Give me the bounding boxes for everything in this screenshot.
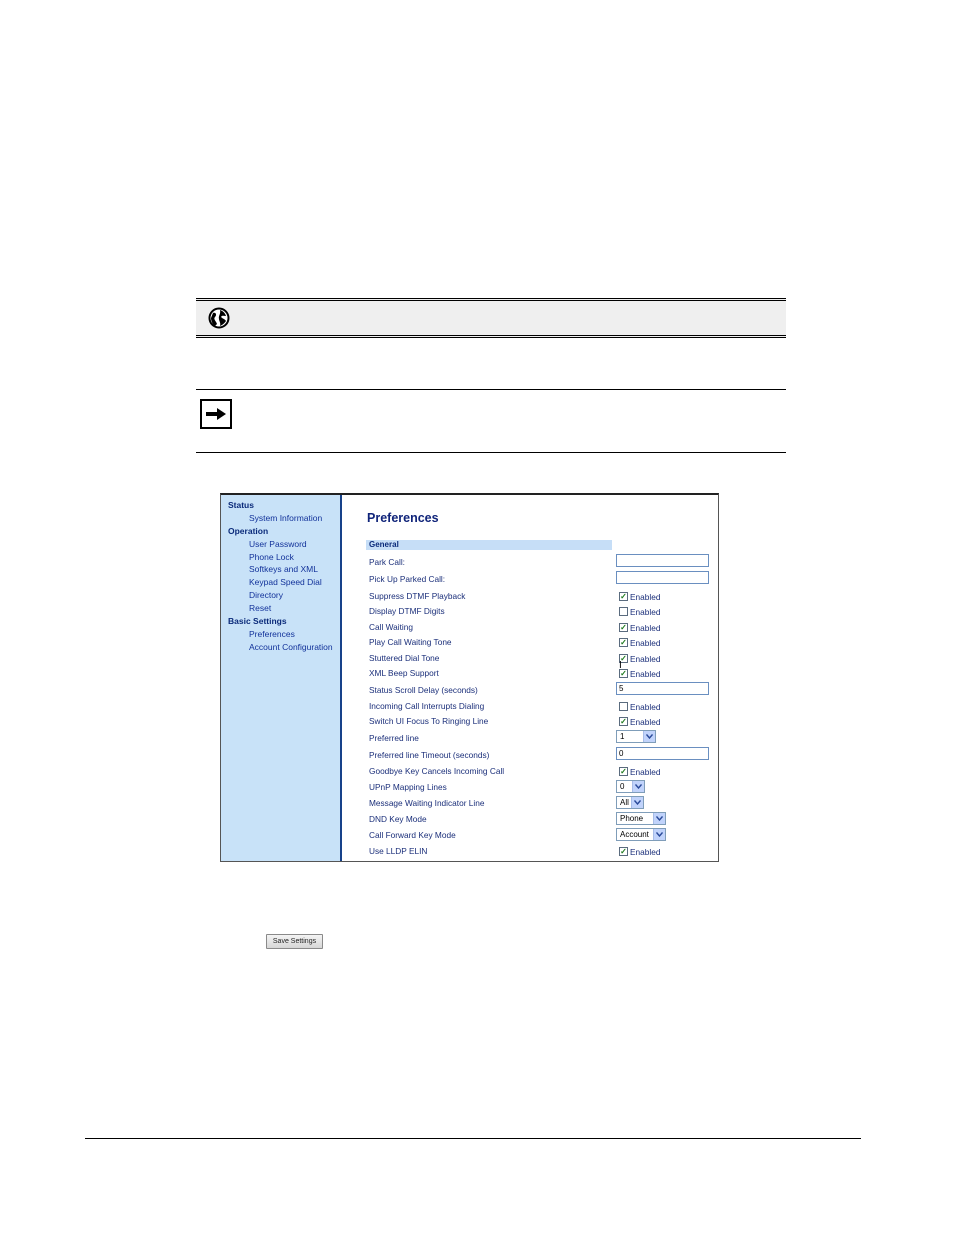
call-waiting-enabled-label: Enabled: [630, 623, 661, 633]
mwi-line-value: All: [620, 798, 629, 807]
switch-ui-focus-checkbox[interactable]: ✓: [620, 717, 627, 726]
upnp-mapping-select[interactable]: [616, 780, 645, 793]
row-label-preferred-line-timeout: Preferred line Timeout (seconds): [369, 750, 490, 760]
save-settings-button[interactable]: Save Settings: [266, 934, 323, 949]
suppress-dtmf-checkbox[interactable]: ✓: [620, 592, 627, 601]
sidebar-item-preferences[interactable]: Preferences: [249, 629, 295, 639]
sidebar-nav: [221, 495, 342, 861]
upnp-mapping-value: 0: [620, 782, 625, 791]
row-label-call-waiting: Call Waiting: [369, 622, 413, 632]
arrow-right-icon: [200, 399, 232, 429]
chevron-down-icon[interactable]: [631, 797, 643, 808]
page-title: Preferences: [367, 511, 439, 525]
xml-beep-support-checkbox[interactable]: ✓: [620, 669, 627, 678]
park-call-input[interactable]: [616, 554, 709, 567]
dnd-key-mode-value: Phone: [620, 814, 644, 823]
row-label-upnp-mapping: UPnP Mapping Lines: [369, 782, 447, 792]
mwi-line-select[interactable]: [616, 796, 644, 809]
row-label-preferred-line: Preferred line: [369, 733, 419, 743]
web-ui-screenshot: [220, 493, 719, 862]
row-label-goodbye-key: Goodbye Key Cancels Incoming Call: [369, 766, 505, 776]
chevron-down-icon[interactable]: [653, 829, 665, 840]
preferred-line-value: 1: [620, 732, 625, 741]
sidebar-section-basic-settings[interactable]: Basic Settings: [228, 616, 287, 626]
footer-rule: [85, 1138, 861, 1139]
sidebar-item-directory[interactable]: Directory: [249, 590, 284, 600]
sidebar-item-softkeys-xml[interactable]: Softkeys and XML: [249, 564, 318, 574]
row-label-dnd-key-mode: DND Key Mode: [369, 814, 427, 824]
section-header-general: General: [369, 540, 399, 549]
row-label-status-scroll-delay: Status Scroll Delay (seconds): [369, 685, 478, 695]
pick-up-parked-call-input[interactable]: [616, 571, 709, 584]
note-rule-top: [196, 389, 786, 390]
row-label-use-lldp-elin: Use LLDP ELIN: [369, 846, 428, 856]
row-label-suppress-dtmf: Suppress DTMF Playback: [369, 591, 466, 601]
row-label-stuttered-dial-tone: Stuttered Dial Tone: [369, 653, 440, 663]
preferences-panel: [344, 495, 718, 861]
chevron-down-icon[interactable]: [653, 813, 665, 824]
sidebar-section-status[interactable]: Status: [228, 500, 254, 510]
sidebar-item-account-configuration[interactable]: Account Configuration: [249, 642, 333, 652]
display-dtmf-checkbox[interactable]: [619, 607, 628, 616]
use-lldp-elin-enabled-label: Enabled: [630, 847, 661, 857]
goodbye-key-enabled-label: Enabled: [630, 767, 661, 777]
preferred-line-select[interactable]: [616, 730, 656, 743]
web-ui-callout: [196, 298, 786, 338]
use-lldp-elin-checkbox[interactable]: ✓: [620, 847, 627, 856]
goodbye-key-checkbox[interactable]: ✓: [620, 767, 627, 776]
sidebar-item-system-information[interactable]: System Information: [249, 513, 323, 523]
xml-beep-support-enabled-label: Enabled: [630, 669, 661, 679]
display-dtmf-enabled-label: Enabled: [630, 607, 661, 617]
dnd-key-mode-select[interactable]: [616, 812, 666, 825]
row-label-call-forward-key-mode: Call Forward Key Mode: [369, 830, 456, 840]
stuttered-dial-tone-enabled-label: Enabled: [630, 654, 661, 664]
call-waiting-checkbox[interactable]: ✓: [620, 623, 627, 632]
row-label-incoming-call-interrupts: Incoming Call Interrupts Dialing: [369, 701, 485, 711]
section-header-bar: [366, 540, 612, 550]
suppress-dtmf-enabled-label: Enabled: [630, 592, 661, 602]
call-forward-key-mode-value: Account: [620, 830, 649, 839]
preferred-line-timeout-input[interactable]: 0: [616, 747, 709, 760]
call-forward-key-mode-select[interactable]: [616, 828, 666, 841]
incoming-call-interrupts-checkbox[interactable]: [619, 702, 628, 711]
sidebar-item-user-password[interactable]: User Password: [249, 539, 307, 549]
sidebar-item-phone-lock[interactable]: Phone Lock: [249, 552, 294, 562]
row-label-display-dtmf: Display DTMF Digits: [369, 606, 445, 616]
globe-icon: [208, 307, 230, 329]
switch-ui-focus-enabled-label: Enabled: [630, 717, 661, 727]
row-label-play-call-waiting-tone: Play Call Waiting Tone: [369, 637, 452, 647]
sidebar-section-operation[interactable]: Operation: [228, 526, 269, 536]
note-rule-bottom: [196, 452, 786, 453]
chevron-down-icon[interactable]: [643, 731, 655, 742]
stuttered-dial-tone-checkbox[interactable]: ✓: [620, 654, 627, 663]
sidebar-item-keypad-speed-dial[interactable]: Keypad Speed Dial: [249, 577, 322, 587]
row-label-pick-up-parked-call: Pick Up Parked Call:: [369, 574, 446, 584]
play-call-waiting-tone-checkbox[interactable]: ✓: [620, 638, 627, 647]
play-call-waiting-tone-enabled-label: Enabled: [630, 638, 661, 648]
status-scroll-delay-input[interactable]: 5: [616, 682, 709, 695]
chevron-down-icon[interactable]: [632, 781, 644, 792]
sidebar-item-reset[interactable]: Reset: [249, 603, 272, 613]
text-cursor-icon: I: [619, 660, 622, 671]
row-label-mwi-line: Message Waiting Indicator Line: [369, 798, 485, 808]
row-label-xml-beep-support: XML Beep Support: [369, 668, 439, 678]
row-label-switch-ui-focus: Switch UI Focus To Ringing Line: [369, 716, 489, 726]
incoming-call-interrupts-enabled-label: Enabled: [630, 702, 661, 712]
row-label-park-call: Park Call:: [369, 557, 405, 567]
